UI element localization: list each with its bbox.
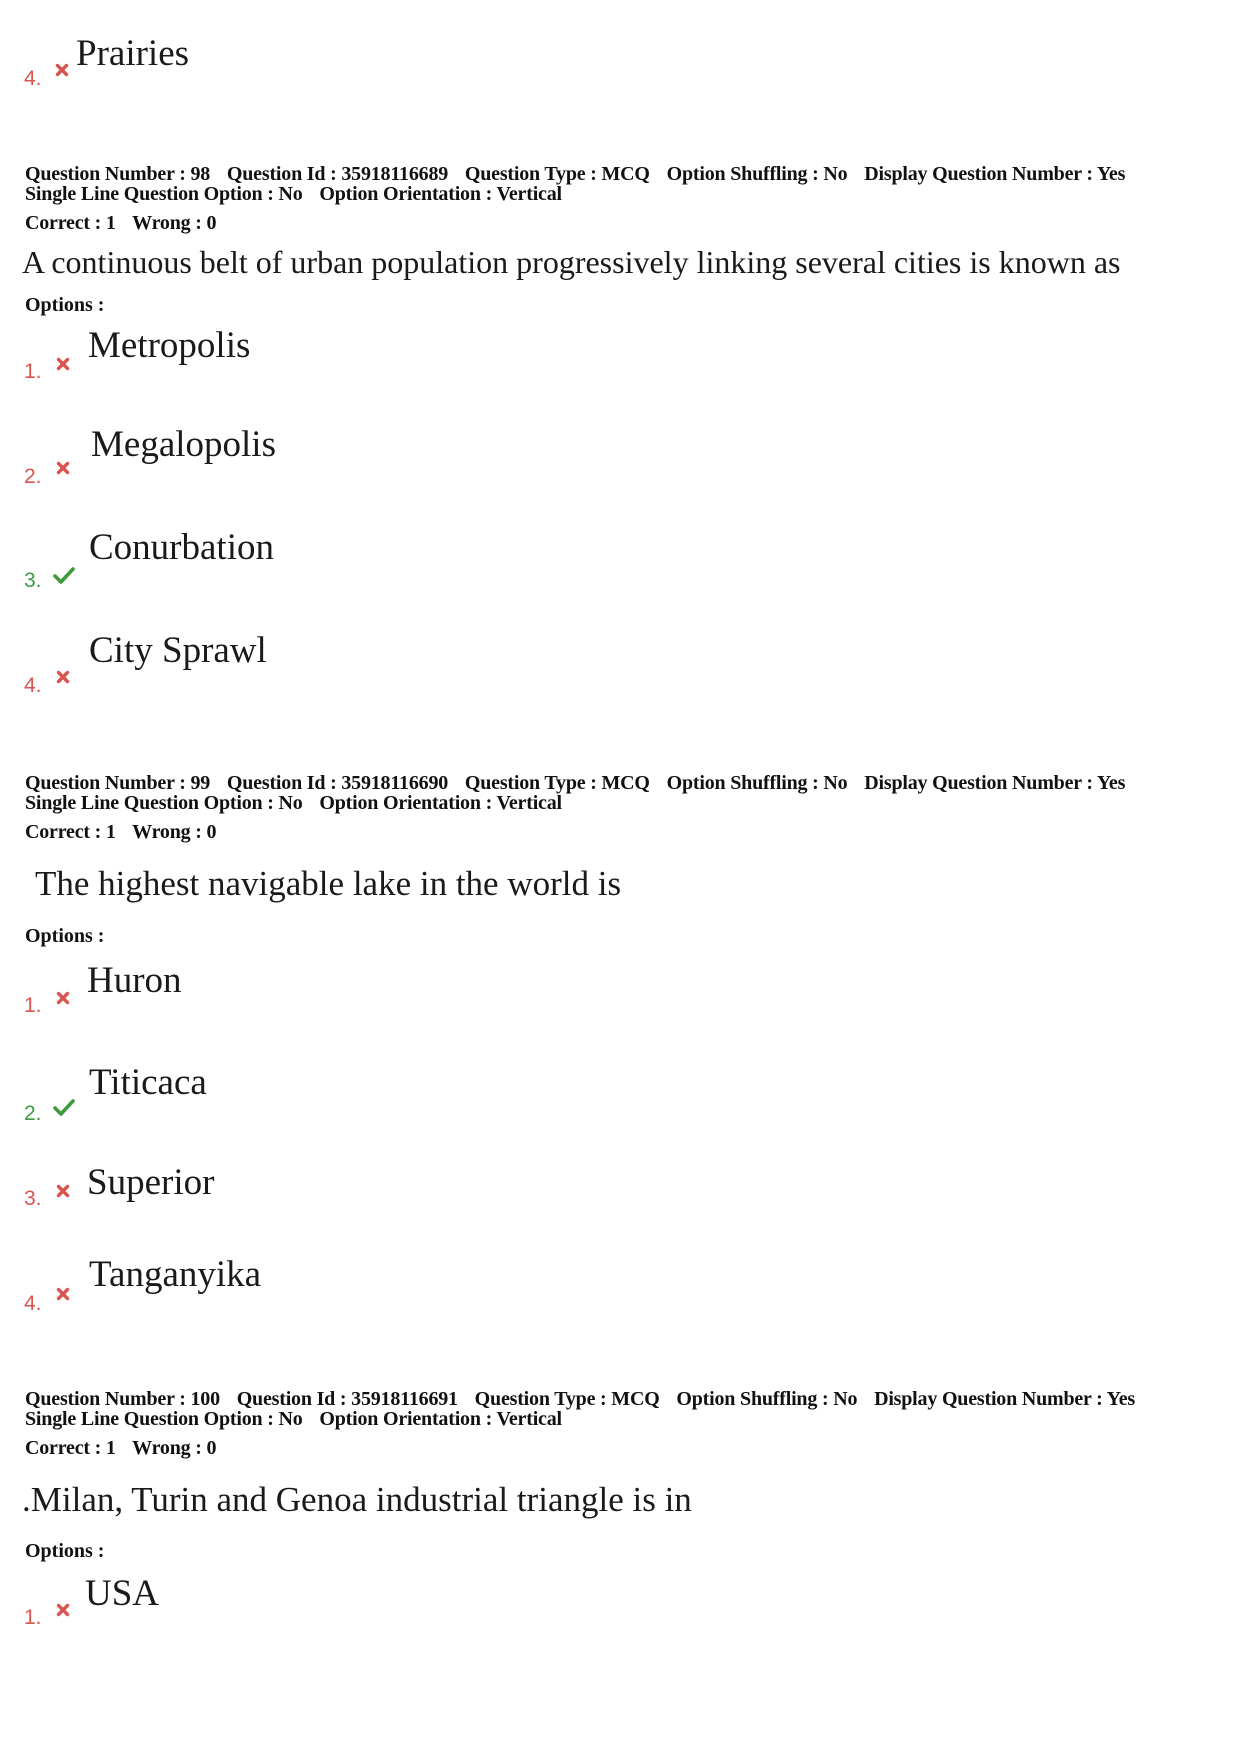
options-label: Options : bbox=[25, 925, 105, 947]
meta-display-number: Display Question Number : Yes bbox=[864, 772, 1126, 794]
option-number: 2. bbox=[24, 1102, 42, 1125]
option-number: 4. bbox=[24, 67, 42, 90]
question-meta-line1 bbox=[25, 773, 1137, 794]
meta-question-id: Question Id : 35918116690 bbox=[226, 772, 449, 794]
marks-correct: Correct : 1 bbox=[25, 1437, 116, 1459]
cross-icon bbox=[56, 670, 70, 689]
meta-option-shuffling: Option Shuffling : No bbox=[666, 163, 848, 185]
options-label: Options : bbox=[25, 1540, 105, 1562]
marks-correct: Correct : 1 bbox=[25, 212, 116, 234]
question-text: A continuous belt of urban population progressively linking several cities is known as bbox=[22, 244, 1121, 280]
option-number: 3. bbox=[24, 1187, 42, 1210]
check-icon bbox=[52, 565, 76, 590]
question-text: The highest navigable lake in the world is bbox=[35, 864, 622, 903]
question-marks bbox=[25, 213, 228, 234]
option-text: Titicaca bbox=[89, 1062, 207, 1103]
meta-display-number: Display Question Number : Yes bbox=[874, 1388, 1135, 1410]
meta-question-number: Question Number : 99 bbox=[25, 772, 211, 794]
marks-wrong: Wrong : 0 bbox=[132, 212, 217, 234]
cross-icon bbox=[56, 357, 70, 376]
meta-orientation: Option Orientation : Vertical bbox=[319, 183, 562, 205]
option-text: Tanganyika bbox=[89, 1254, 262, 1295]
option-number: 4. bbox=[24, 674, 42, 697]
cross-icon bbox=[56, 1287, 70, 1306]
question-meta-line1 bbox=[25, 164, 1137, 185]
meta-question-number: Question Number : 100 bbox=[25, 1388, 220, 1410]
marks-wrong: Wrong : 0 bbox=[132, 821, 217, 843]
meta-question-type: Question Type : MCQ bbox=[474, 1388, 660, 1410]
question-meta-line2 bbox=[25, 184, 574, 205]
check-icon bbox=[52, 1097, 76, 1122]
cross-icon bbox=[56, 991, 70, 1010]
option-number: 1. bbox=[24, 994, 42, 1017]
question-meta-line2 bbox=[25, 793, 574, 814]
meta-option-shuffling: Option Shuffling : No bbox=[676, 1388, 858, 1410]
meta-single-line: Single Line Question Option : No bbox=[25, 183, 303, 205]
meta-single-line: Single Line Question Option : No bbox=[25, 1408, 303, 1430]
option-text: USA bbox=[85, 1573, 160, 1614]
option-number: 2. bbox=[24, 465, 42, 488]
option-text: Prairies bbox=[76, 33, 190, 74]
option-text: Huron bbox=[87, 960, 182, 1001]
cross-icon bbox=[56, 1184, 70, 1203]
meta-question-type: Question Type : MCQ bbox=[464, 772, 650, 794]
marks-wrong: Wrong : 0 bbox=[132, 1437, 217, 1459]
cross-icon bbox=[56, 1603, 70, 1622]
meta-question-id: Question Id : 35918116691 bbox=[236, 1388, 458, 1410]
option-number: 1. bbox=[24, 360, 42, 383]
question-marks bbox=[25, 822, 228, 843]
question-meta-line2 bbox=[25, 1409, 574, 1430]
option-text: Conurbation bbox=[89, 527, 274, 568]
meta-single-line: Single Line Question Option : No bbox=[25, 792, 303, 814]
option-number: 4. bbox=[24, 1292, 42, 1315]
cross-icon bbox=[55, 63, 69, 82]
option-text: Metropolis bbox=[88, 325, 251, 366]
option-text: Megalopolis bbox=[91, 424, 276, 465]
meta-question-number: Question Number : 98 bbox=[25, 163, 211, 185]
meta-orientation: Option Orientation : Vertical bbox=[319, 792, 562, 814]
meta-option-shuffling: Option Shuffling : No bbox=[666, 772, 848, 794]
meta-orientation: Option Orientation : Vertical bbox=[319, 1408, 562, 1430]
option-text: Superior bbox=[87, 1162, 215, 1203]
question-meta-line1 bbox=[25, 1389, 1147, 1410]
meta-display-number: Display Question Number : Yes bbox=[864, 163, 1126, 185]
marks-correct: Correct : 1 bbox=[25, 821, 116, 843]
options-label: Options : bbox=[25, 294, 105, 316]
question-text: .Milan, Turin and Genoa industrial triangle is in bbox=[22, 1480, 692, 1519]
option-number: 3. bbox=[24, 569, 42, 592]
cross-icon bbox=[56, 461, 70, 480]
option-text: City Sprawl bbox=[89, 630, 267, 671]
question-marks bbox=[25, 1438, 228, 1459]
meta-question-id: Question Id : 35918116689 bbox=[226, 163, 449, 185]
meta-question-type: Question Type : MCQ bbox=[464, 163, 650, 185]
option-number: 1. bbox=[24, 1606, 42, 1629]
